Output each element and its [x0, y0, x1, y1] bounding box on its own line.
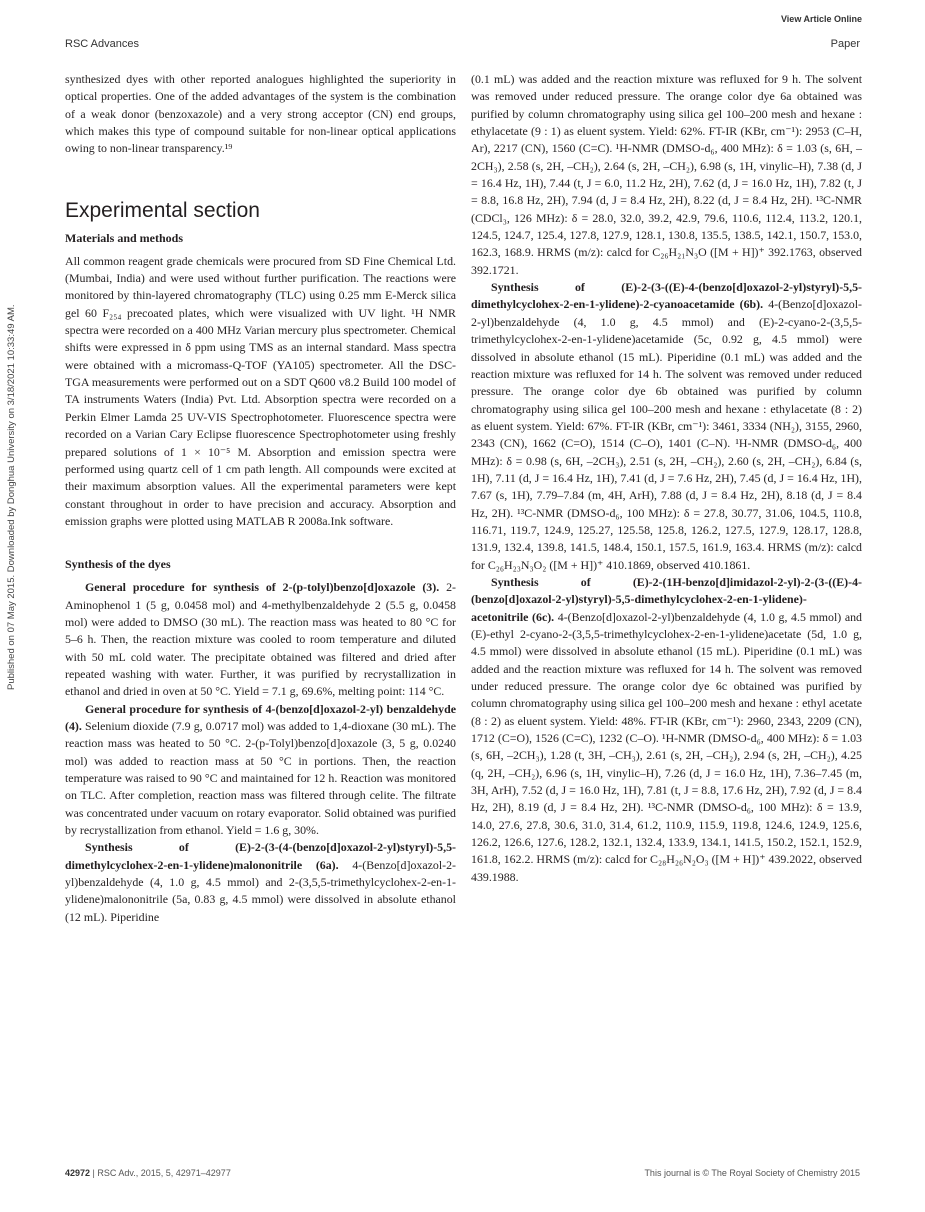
footer-citation — [65, 1168, 231, 1178]
subsection-heading: Materials and methods — [65, 230, 183, 245]
procedure-paragraph: (0.1 mL) was added and the reaction mixture was refluxed for 9 h. The solvent was removed under reduced pressure. The orange color dye 6a obtained was purified by column chromatography using silica gel 100–200 mesh and hexane : ethylacetate (9 : 1) as eluent system. Yield: 62%. FT-IR (KBr, cm⁻¹): 2953 (C–H, Ar), 2217 (CN), 1560 (C=C). ¹H-NMR (DMSO-d₆, 400 MHz): δ = 1.03 (s, 6H, –2CH₃), 2.58 (s, 2H, –CH₂), 2.64 (s, 2H, –CH₂), 6.98 (s, 1H, vinylic–H), 7.38 (d, J = 16.4 Hz, 1H), 7.44 (t, J = 6.0, 11.2 Hz, 2H), 7.62 (d, J = 16.0 Hz, 1H), 7.82 (t, J = 8.8, 16.8 Hz, 2H), 7.94 (d, J = 8.4 Hz, 2H), 8.22 (d, J = 8.4 Hz, 2H). ¹³C-NMR (CDCl₃, 126 MHz): δ = 28.0, 32.0, 39.2, 42.9, 79.6, 110.6, 112.4, 113.2, 120.1, 124.5, 124.7, 125.4, 127.8, 127.9, 128.1, 130.8, 135.5, 138.5, 142.1, 150.7, 153.0, 162.3, 168.9. HRMS (m/z): calcd for C₂₆H₂₁N₃O ([M + H])⁺ 392.1763, observed 392.1721. — [471, 72, 862, 277]
intro-paragraph: synthesized dyes with other reported analogues highlighted the superiority in optical properties. One of the added advantages of the system is the combination of a weak donor (benzoxazole) and a very strong acceptor (CN) end groups, which makes this type of compound suitable for non-linear optical applications owing to non-linear transparency.¹⁹ — [65, 72, 456, 156]
view-article-online-link[interactable]: View Article Online — [780, 14, 862, 24]
procedure-text: 2-Aminophenol 1 (5 g, 0.0458 mol) and 4-methylbenzaldehyde 2 (5.5 g, 0.0458 mol) were added to DMSO (30 mL). The reaction mass was heated to 80 °C for 5–6 h. Then, the reaction mixture was cooled to room temperature and diluted with 50 mL cold water. The precipitate obtained was filtered and dried after repeated washing with water. Further, it was purified by recrystallization in ethanol and dried in oven at 50 °C. Yield = 7.1 g, 69.6%, melting point: 114 °C. — [65, 580, 456, 699]
publication-notice: Published on 07 May 2015. Downloaded by Donghua University on 3/18/2021 10:33:49 AM. — [6, 304, 17, 690]
procedure-paragraph — [471, 279, 862, 574]
journal-name: RSC Advances — [65, 38, 139, 50]
procedure-paragraph — [65, 579, 456, 700]
left-column — [65, 71, 456, 926]
procedure-title: Synthesis of (E)-2-(3-(4-(benzo[d]oxazol-2-yl)styryl)-5,5-dimethylcyclohex-2-en-1-ylidene)malononitrile (6a). — [65, 840, 456, 872]
materials-paragraph: All common reagent grade chemicals were procured from SD Fine Chemical Ltd. (Mumbai, India) and were used without further purification. The reactions were monitored by thin-layered chromatography (TLC) using 0.25 mm E-Merck silica gel 60 F₂₅₄ precoated plates, which were visualized with UV light. ¹H NMR spectra were recorded on a 400 MHz Varian mercury plus spectrometer. Chemical shifts were expressed in δ ppm using TMS as an internal standard. Mass spectra were obtained with a micromass-Q-TOF (YA105) spectrometer. All the DSC-TGA measurements were performed out on a SDT Q600 v8.2 Build 100 model of TA instruments Waters (India) Pvt. Ltd. Absorption spectra were recorded on a Perkin Elmer Lamda 25 UV-VIS Spectrophotometer. Fluorescence spectra were recorded on a Varian Cary Eclipse fluorescence Spectrophotometer using freshly prepared solutions of 1 × 10⁻⁵ M. Absorption and emission spectra were performed using quartz cell of 1 cm path length. All compounds were excited at their maximum absorption values. All the experimental parameters were kept constant throughout in order to have precision and accuracy. Absorption and emission graphs were plotted using MATLAB R 2008a.Ink software. — [65, 253, 456, 528]
right-column — [471, 71, 862, 886]
procedure-title: General procedure for synthesis of 4-(benzo[d]oxazol-2-yl) benzaldehyde (4). — [65, 701, 456, 733]
subsection-heading: Synthesis of the dyes — [65, 557, 171, 572]
citation-text: | RSC Adv., 2015, 5, 42971–42977 — [92, 1168, 231, 1178]
footer-copyright: This journal is © The Royal Society of Chemistry 2015 — [644, 1168, 860, 1178]
page-number: 42972 — [65, 1168, 91, 1178]
section-label: Paper — [830, 38, 860, 50]
section-heading: Experimental section — [65, 198, 260, 222]
procedure-paragraph — [471, 574, 862, 886]
procedure-text: 4-(Benzo[d]oxazol-2-yl)benzaldehyde (4, 1.0 g, 4.5 mmol) and 2-(3,5,5-trimethylcyclohex-2-en-1-ylidene)malononitrile (5a, 0.83 g, 4.5 mmol) were dissolved in absolute ethanol (12 mL). Piperidine — [65, 857, 457, 924]
procedure-title: Synthesis of (E)-2-(1H-benzo[d]imidazol-2-yl)-2-(3-((E)-4-(benzo[d]oxazol-2-yl)styryl)-5,5-dimethylcyclohex-2-en-1-ylidene)-acetonitrile (6c). — [471, 574, 862, 624]
procedure-text: 4-(Benzo[d]oxazol-2-yl)benzaldehyde (4, 1.0 g, 4.5 mmol) and (E)-ethyl 2-cyano-2-(3,5,5-trimethylcyclohex-2-en-1-ylidene)acetate (5d, 1.0 g, 4.5 mmol) were dissolved in absolute ethanol (15 mL). Piperidine (0.1 mL) was added and the reaction mixture was refluxed for 14 h. The solvent was removed under reduced pressure. The orange color dye 6c obtained was purified by column chromatography using silica gel 100–200 mesh and hexane : ethyl acetate (8 : 2) as eluent system. Yield: 48%. FT-IR (KBr, cm⁻¹): 2960, 2343, 2209 (CN), 1712 (C=O), 1526 (C=C), 1232 (C–O). ¹H-NMR (DMSO-d₆, 400 MHz): δ = 1.03 (s, 6H, –2CH₃), 1.28 (t, 3H, –CH₃), 2.61 (s, 2H, –CH₂), 2.94 (s, 2H, –CH₂), 4.25 (q, 2H, –CH₂), 6.96 (s, 1H, vinylic–H), 7.26 (d, J = 16.0 Hz, 1H), 7.36–7.45 (m, 3H, ArH), 7.52 (d, J = 16.0 Hz, 1H), 7.81 (t, J = 8.8, 17.6 Hz, 2H), 7.92 (d, J = 8.4 Hz, 2H), 8.19 (d, J = 8.4 Hz, 2H). ¹³C-NMR (DMSO-d₆, 100 MHz): δ = 13.9, 14.0, 27.6, 27.8, 30.6, 31.0, 31.4, 61.2, 110.9, 115.9, 119.8, 124.6, 124.9, 125.6, 126.2, 126.6, 127.6, 128.2, 132.1, 132.4, 133.9, 134.1, 141.5, 150.2, 152.1, 152.9, 161.8, 162.2. HRMS (m/z): calcd for C₂₈H₂₆N₂O₃ ([M + H])⁺ 439.2022, observed 439.1988. — [471, 609, 862, 884]
procedure-title: General procedure for synthesis of 2-(p-tolyl)benzo[d]oxazole (3). — [85, 580, 440, 595]
procedure-text: 4-(Benzo[d]oxazol-2-yl)benzaldehyde (4, 1.0 g, 4.5 mmol) and (E)-2-cyano-2-(3,5,5-trimethylcyclohex-2-en-1-ylidene)acetamide (5c, 0.92 g, 4.5 mmol) were dissolved in absolute ethanol (15 mL). Piperidine (0.1 mL) was added and the reaction mixture was refluxed for 14 h. The solvent was removed under reduced pressure. The orange color dye 6b obtained was purified by column chromatography using silica gel 100–200 mesh and hexane : ethylacetate (8 : 2) as eluent system. Yield: 67%. FT-IR (KBr, cm⁻¹): 3461, 3334 (NH₂), 3155, 2960, 2343 (CN), 1662 (C=O), 1514 (C–O), 1401 (C–N). ¹H-NMR (DMSO-d₆, 400 MHz): δ = 0.98 (s, 6H, –2CH₃), 2.51 (s, 2H, –CH₂), 2.60 (s, 2H, –CH₂), 6.84 (s, 1H), 7.11 (d, J = 16.4 Hz, 1H), 7.41 (d, J = 7.6 Hz, 2H), 7.45 (d, J = 16.4 Hz, 1H), 7.67 (s, 1H), 7.79–7.84 (m, 4H, ArH), 7.88 (d, J = 8.4 Hz, 2H), 8.18 (d, J = 8.4 Hz, 2H). ¹³C-NMR (DMSO-d₆, 100 MHz): δ = 27.8, 30.77, 31.06, 104.5, 110.8, 116.71, 119.7, 124.9, 125.27, 125.58, 125.8, 126.2, 127.5, 127.9, 128.17, 128.8, 131.9, 132.4, 139.8, 141.5, 148.4, 150.1, 157.5, 161.9, 163.4. HRMS (m/z): calcd for C₂₆H₂₃N₃O₂ ([M + H])⁺ 410.1869, observed 410.1861. — [471, 297, 862, 572]
procedure-paragraph — [65, 839, 456, 926]
procedure-paragraph — [65, 701, 456, 840]
procedure-text: Selenium dioxide (7.9 g, 0.0717 mol) was added to 1,4-dioxane (30 mL). The reaction mass was heated to 50 °C. 2-(p-Tolyl)benzo[d]oxazole (3, 5 g, 0.0240 mol) was added to reaction mass at 50 °C in portions. Then, the reaction temperature was raised to 90 °C and maintained for 12 h. Reaction was monitored on TLC. After completion, reaction mass was filtered through celite. The filtrate was concentrated under vacuum on rotary evaporator. Solid obtained was purified by recrystallization from ethanol. Yield = 1.6 g, 30%. — [65, 718, 456, 838]
procedure-title: Synthesis of (E)-2-(3-((E)-4-(benzo[d]oxazol-2-yl)styryl)-5,5-dimethylcyclohex-2-en-1-ylidene)-2-cyanoacetamide (6b). — [471, 280, 862, 312]
